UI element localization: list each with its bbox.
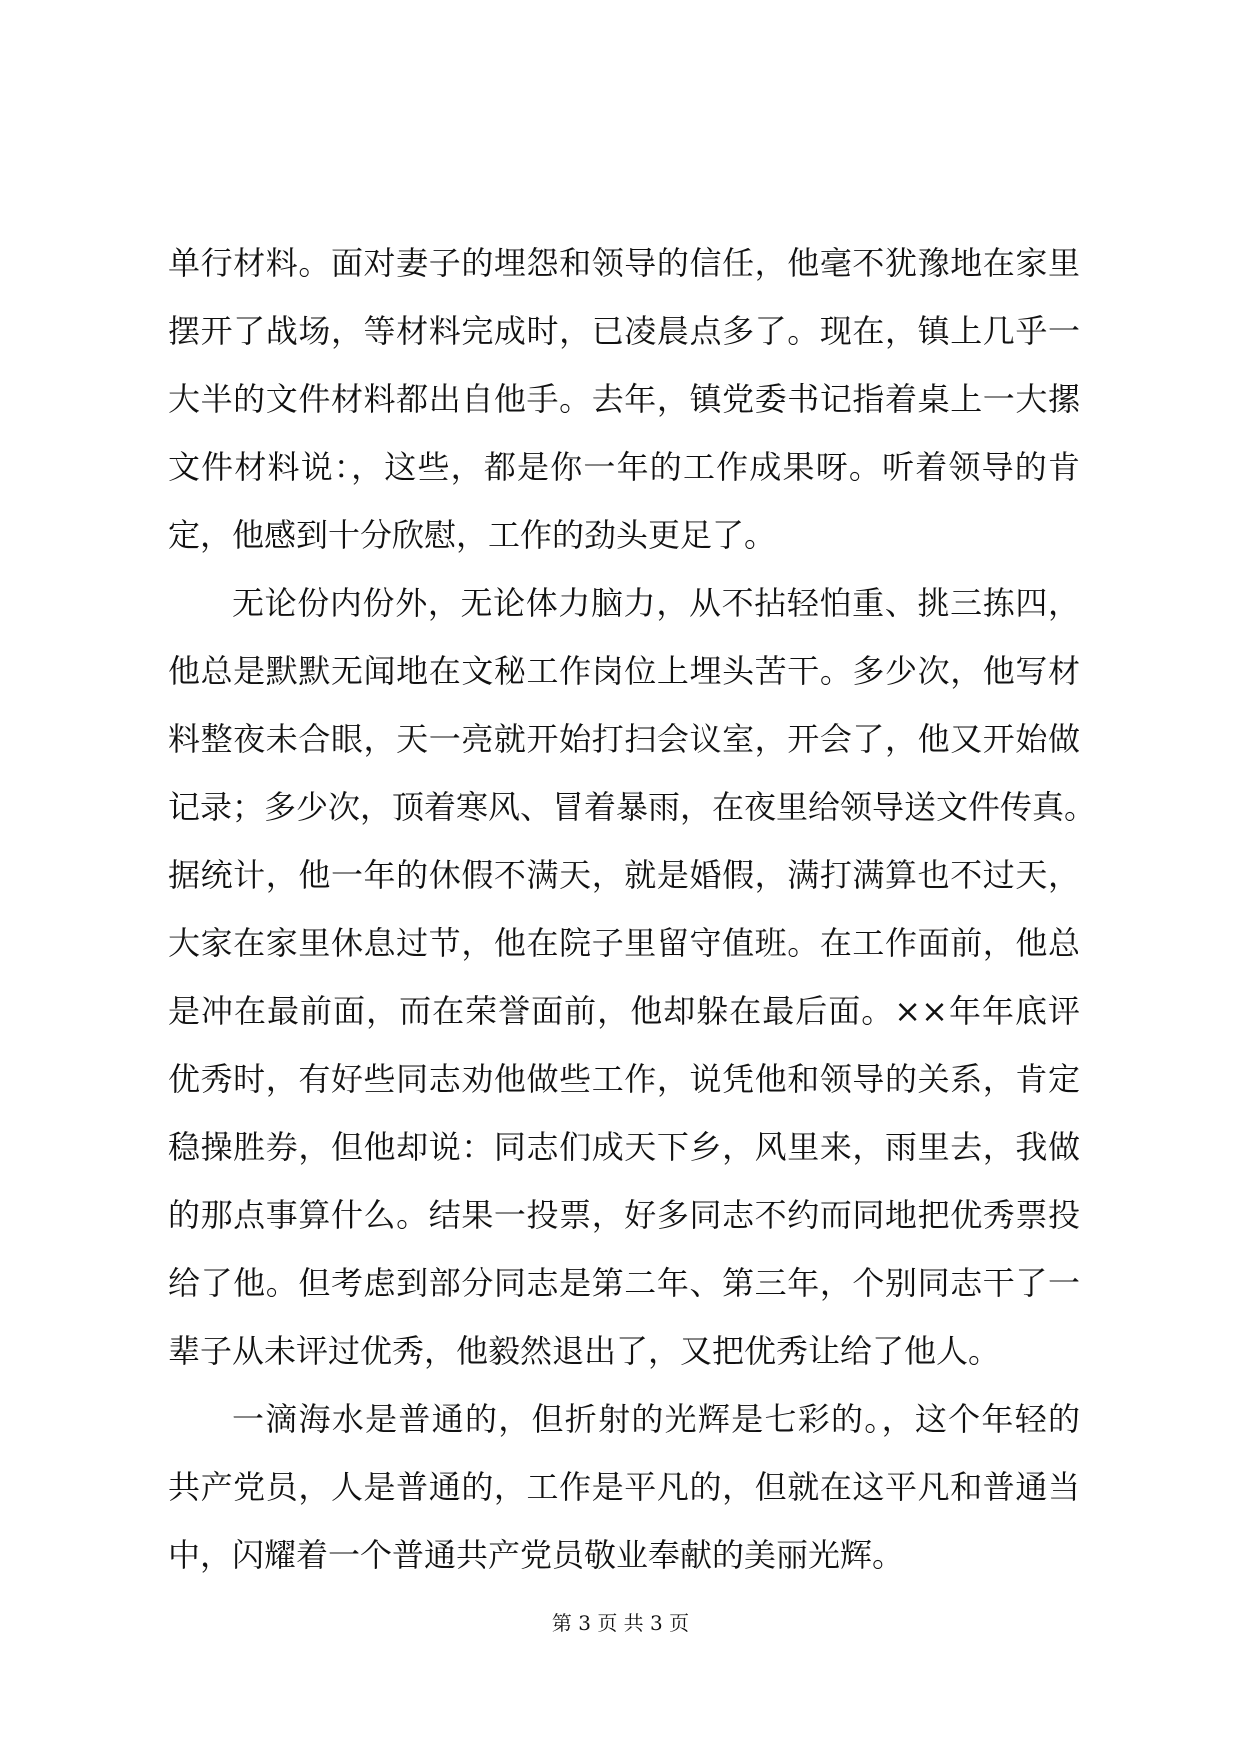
text-line: 辈子从未评过优秀，他毅然退出了，又把优秀让给了他人。 <box>168 1332 1001 1370</box>
paragraph-3 <box>168 1385 1080 1589</box>
text-line: 稳操胜券，但他却说：同志们成天下乡，风里来，雨里去，我做 <box>168 1128 1080 1166</box>
paragraph-1 <box>168 229 1080 569</box>
text-line: 的那点事算什么。结果一投票，好多同志不约而同地把优秀票投 <box>168 1196 1080 1234</box>
text-line: 中，闪耀着一个普通共产党员敬业奉献的美丽光辉。 <box>168 1536 905 1574</box>
text-line: 单行材料。面对妻子的埋怨和领导的信任，他毫不犹豫地在家里 <box>168 244 1080 282</box>
text-line: 是冲在最前面，而在荣誉面前，他却躲在最后面。××年年底评 <box>168 992 1080 1030</box>
body-text <box>168 229 1097 1589</box>
text-line: 无论份内份外，无论体力脑力，从不拈轻怕重、挑三拣四， <box>232 584 1080 622</box>
text-line: 一滴海水是普通的，但折射的光辉是七彩的。，这个年轻的 <box>232 1400 1080 1438</box>
text-line: 摆开了战场，等材料完成时，已凌晨点多了。现在，镇上几乎一 <box>168 312 1080 350</box>
text-line: 大半的文件材料都出自他手。去年，镇党委书记指着桌上一大摞 <box>168 380 1080 418</box>
paragraph-2 <box>168 569 1097 1385</box>
text-line: 共产党员，人是普通的，工作是平凡的，但就在这平凡和普通当 <box>168 1468 1080 1506</box>
text-line: 定，他感到十分欣慰，工作的劲头更足了。 <box>168 516 777 554</box>
text-line: 大家在家里休息过节，他在院子里留守值班。在工作面前，他总 <box>168 924 1080 962</box>
page-number-footer: 第 3 页 共 3 页 <box>551 1611 690 1635</box>
text-line: 记录；多少次，顶着寒风、冒着暴雨，在夜里给领导送文件传真。 <box>168 788 1097 826</box>
text-line: 优秀时，有好些同志劝他做些工作，说凭他和领导的关系，肯定 <box>168 1060 1080 1098</box>
text-line: 料整夜未合眼，天一亮就开始打扫会议室，开会了，他又开始做 <box>168 720 1080 758</box>
text-line: 文件材料说：，这些，都是你一年的工作成果呀。听着领导的肯 <box>168 448 1080 486</box>
text-line: 据统计，他一年的休假不满天，就是婚假，满打满算也不过天， <box>168 856 1080 894</box>
text-line: 给了他。但考虑到部分同志是第二年、第三年，个别同志干了一 <box>168 1264 1080 1302</box>
text-line: 他总是默默无闻地在文秘工作岗位上埋头苦干。多少次，他写材 <box>168 652 1080 690</box>
